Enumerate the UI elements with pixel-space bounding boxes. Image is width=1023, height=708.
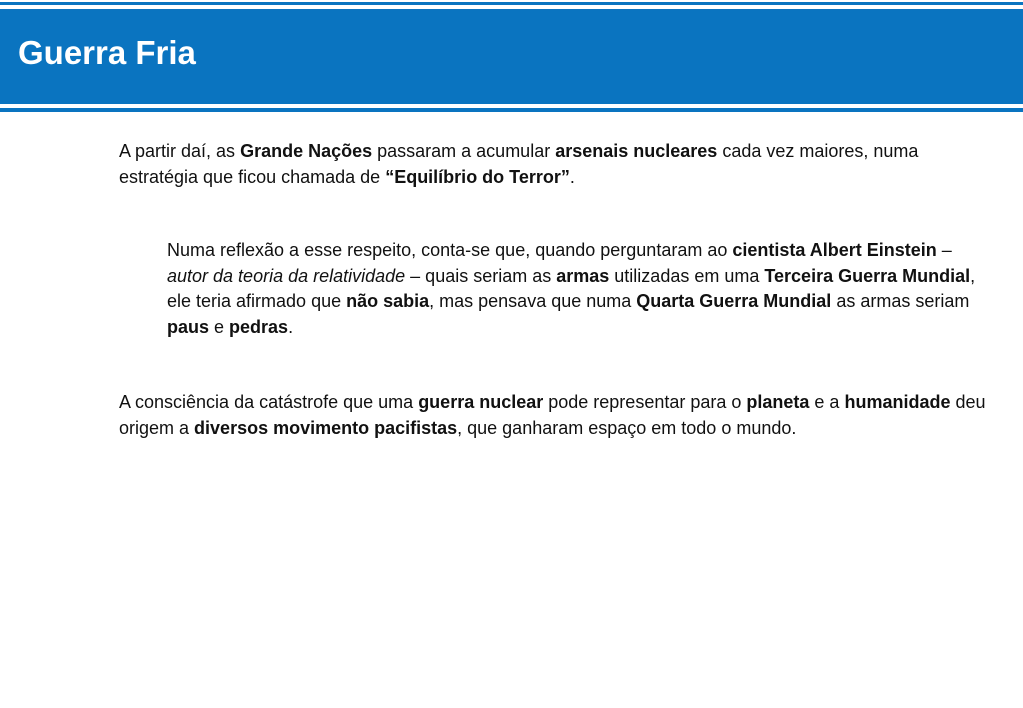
text-segment: – quais seriam as: [405, 265, 557, 286]
text-segment: e: [209, 316, 230, 337]
emphasis-nao-sabia: não sabia: [346, 291, 430, 311]
emphasis-grande-nacoes: Grande Nações: [240, 141, 373, 161]
text-segment: pode representar para o: [543, 392, 747, 412]
page-title: Guerra Fria: [18, 34, 196, 71]
text-segment: .: [288, 316, 294, 337]
paragraph-einstein-quote: [167, 238, 997, 340]
emphasis-movimentos-pacifistas: diversos movimento pacifistas: [194, 417, 458, 438]
emphasis-armas: armas: [556, 265, 610, 286]
header-bottom-rule: [0, 108, 1023, 112]
emphasis-planeta: planeta: [746, 392, 810, 412]
text-segment: A consciência da catástrofe que uma: [119, 392, 419, 412]
text-segment: , mas pensava que numa: [429, 291, 637, 311]
text-segment: cada vez maiores, numa estratégia que ficou chamada de: [119, 141, 919, 187]
emphasis-quarta-guerra: Quarta Guerra Mundial: [636, 291, 832, 311]
paragraph-arsenals: [119, 139, 979, 190]
text-segment: A partir daí, as: [119, 141, 241, 161]
text-segment: passaram a acumular: [372, 141, 556, 161]
text-segment: utilizadas em uma: [609, 265, 765, 286]
text-segment: –: [936, 240, 952, 260]
header-top-rule: [0, 2, 1023, 5]
paragraph-pacifist-movements: [119, 390, 999, 441]
emphasis-humanidade: humanidade: [844, 392, 951, 412]
italic-relatividade: autor da teoria da relatividade: [167, 265, 406, 286]
emphasis-guerra-nuclear: guerra nuclear: [418, 392, 544, 412]
text-segment: , que ganharam espaço em todo o mundo.: [457, 417, 797, 438]
emphasis-terceira-guerra: Terceira Guerra Mundial: [764, 265, 971, 286]
emphasis-cientista-einstein: cientista Albert Einstein: [732, 240, 937, 260]
text-segment: as armas seriam: [831, 291, 970, 311]
emphasis-equilibrio-do-terror: “Equilíbrio do Terror”: [385, 166, 570, 187]
text-segment: Numa reflexão a esse respeito, conta-se que, quando perguntaram ao: [167, 240, 733, 260]
text-segment: deu origem a: [119, 392, 986, 438]
text-segment: , ele teria afirmado que: [167, 265, 976, 311]
header-band: [0, 0, 1023, 114]
emphasis-arsenais-nucleares: arsenais nucleares: [555, 141, 718, 161]
emphasis-pedras: pedras: [229, 316, 289, 337]
emphasis-paus: paus: [167, 316, 210, 337]
text-segment: e a: [809, 392, 845, 412]
text-segment: .: [569, 166, 575, 187]
